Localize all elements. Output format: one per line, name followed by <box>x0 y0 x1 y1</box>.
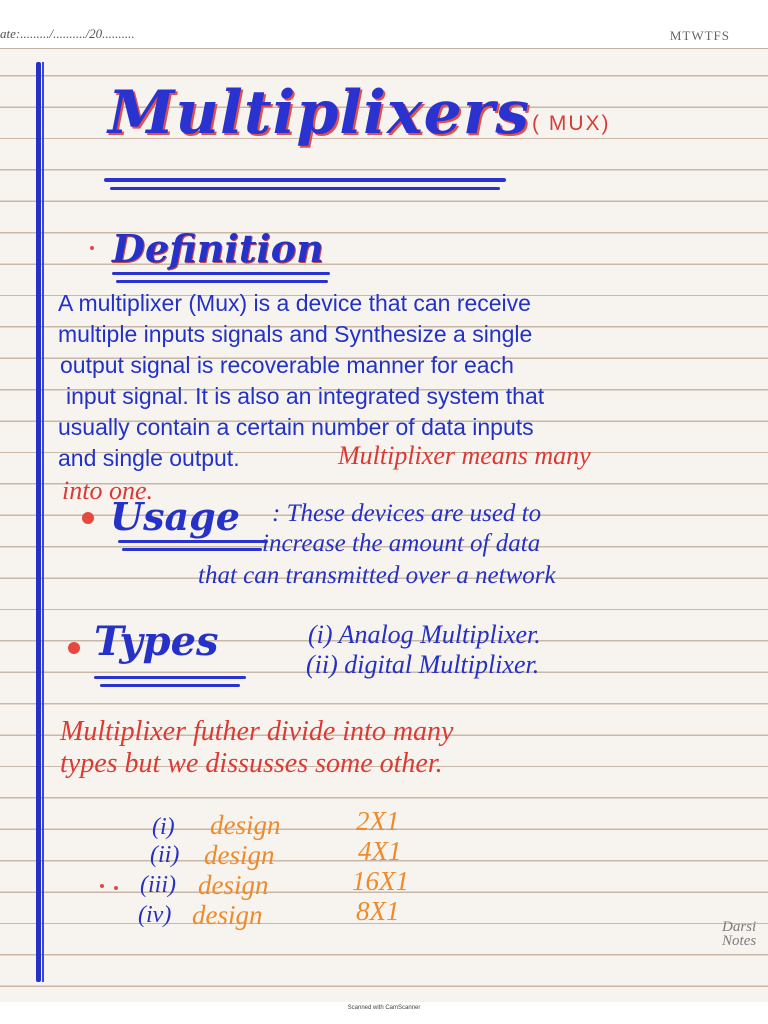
design-size: 4X1 <box>358 836 402 866</box>
definition-heading: Definition <box>112 226 324 271</box>
title-abbreviation: ( MUX) <box>532 112 611 135</box>
definition-line: A multiplixer (Mux) is a device that can receive <box>58 290 531 316</box>
decor-dot <box>100 884 104 888</box>
usage-heading: Usage <box>110 494 240 539</box>
types-underline <box>94 676 246 679</box>
design-number: (iv) <box>138 902 172 928</box>
date-label: ate:........./........../20.......... <box>0 26 135 41</box>
usage-underline <box>118 540 268 543</box>
brand-subtitle: Notes <box>722 933 757 949</box>
brand-name: Darsi <box>722 919 757 935</box>
further-text-line: Multiplixer futher divide into many <box>60 716 454 747</box>
definition-text <box>58 290 748 510</box>
types-item: (i) Analog Multiplixer. <box>308 620 541 649</box>
definition-line: usually contain a certain number of data inputs <box>58 414 534 440</box>
usage-text-line: : These devices are used to <box>272 500 542 527</box>
design-label: design <box>192 900 263 930</box>
design-label: design <box>198 870 269 900</box>
types-heading: Types <box>94 618 219 665</box>
scanner-watermark: Scanned with CamScanner <box>0 1002 768 1024</box>
margin-line <box>36 62 41 982</box>
usage-bullet <box>82 512 94 524</box>
design-label: design <box>204 840 275 870</box>
definition-red-text: Multiplixer means many <box>338 441 591 470</box>
definition-underline <box>112 272 330 275</box>
design-size: 8X1 <box>356 896 400 926</box>
design-number: (ii) <box>150 842 180 868</box>
weekday-boxes: MTWTFS <box>669 28 730 43</box>
title-underline-second <box>110 187 500 190</box>
margin-line-inner <box>42 62 44 982</box>
usage-text-line: increase the amount of data <box>262 530 541 557</box>
design-number: (iii) <box>140 872 176 898</box>
decor-dot <box>114 886 118 890</box>
definition-red-text-continued: into one. <box>62 476 153 505</box>
design-size: 2X1 <box>356 806 400 836</box>
definition-line: and single output. <box>58 445 240 471</box>
usage-underline-second <box>122 548 262 551</box>
further-text-line: types but we dissusses some other. <box>60 748 443 779</box>
definition-line: multiple inputs signals and Synthesize a single <box>58 321 533 347</box>
page-title: Multiplixers <box>108 78 531 148</box>
usage-text-line: that can transmitted over a network <box>198 562 556 589</box>
definition-line: input signal. It is also an integrated system that <box>66 383 545 409</box>
design-number: (i) <box>152 814 175 840</box>
design-size: 16X1 <box>352 866 409 896</box>
definition-line: output signal is recoverable manner for each <box>60 352 514 378</box>
definition-underline-second <box>116 280 328 283</box>
decor-dot <box>90 246 94 250</box>
page-header <box>0 0 768 49</box>
types-underline-second <box>100 684 240 687</box>
notebook-brand <box>722 920 756 948</box>
types-bullet <box>68 642 80 654</box>
title-underline <box>104 178 506 182</box>
design-label: design <box>210 810 281 840</box>
types-item: (ii) digital Multiplixer. <box>306 650 540 679</box>
